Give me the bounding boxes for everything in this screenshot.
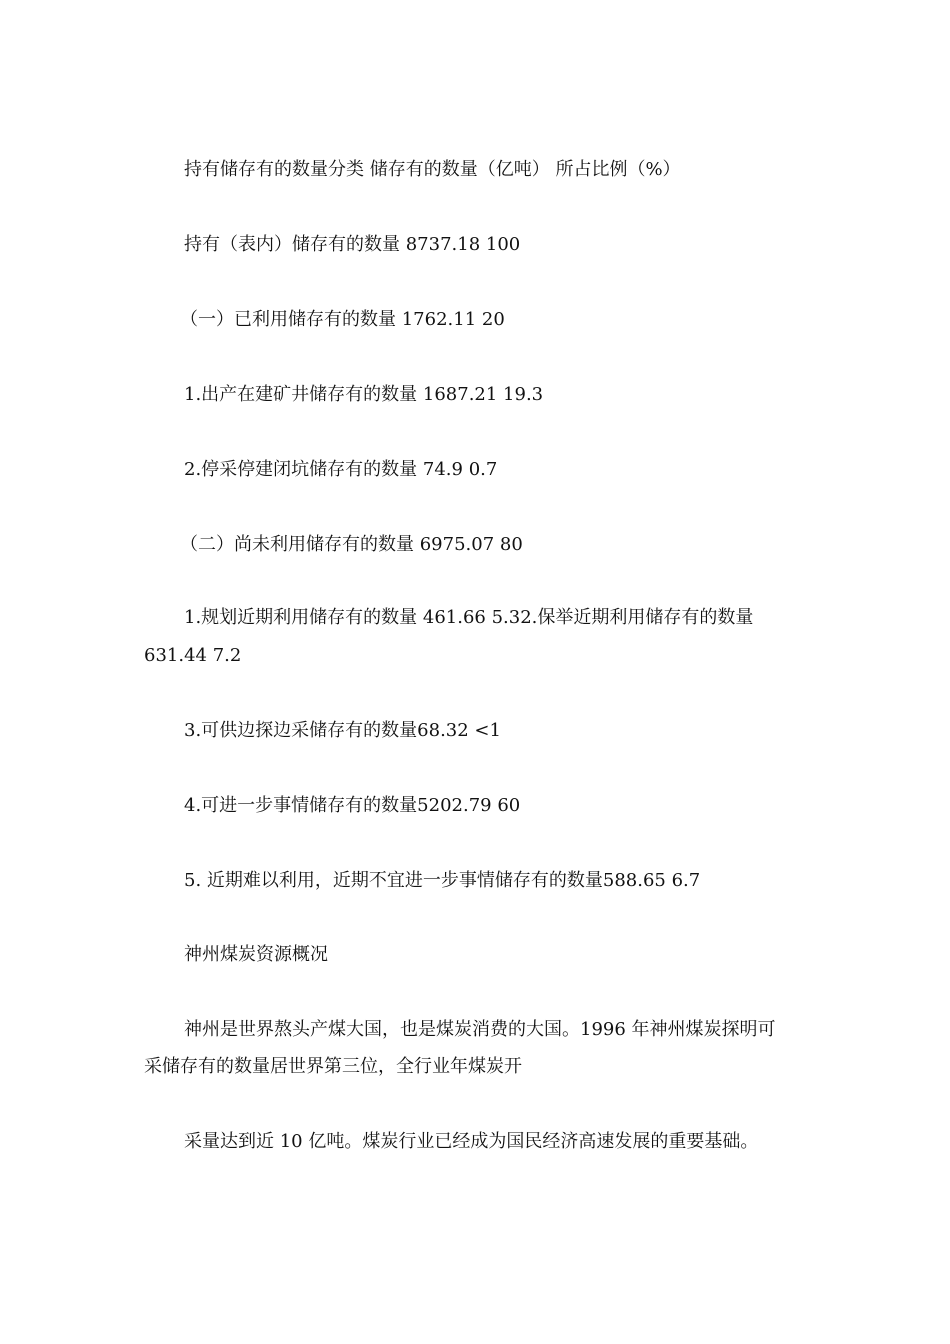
closed-mines-line: 2.停采停建闭坑储存有的数量 74.9 0.7: [184, 459, 498, 480]
table-header-line: 持有储存有的数量分类 储存有的数量（亿吨） 所占比例（%）: [184, 159, 681, 180]
overview-paragraph-line2: 采储存有的数量居世界第三位，全行业年煤炭开: [144, 1056, 522, 1077]
section-heading: 神州煤炭资源概况: [184, 944, 328, 965]
explore-mine-reserves-line: 3.可供边探边采储存有的数量68.32 <1: [184, 720, 501, 741]
total-reserves-line: 持有（表内）储存有的数量 8737.18 100: [184, 234, 521, 255]
unutilized-reserves-line: （二）尚未利用储存有的数量 6975.07 80: [180, 534, 523, 555]
overview-paragraph-line1: 神州是世界熬头产煤大国，也是煤炭消费的大国。1996 年神州煤炭探明可: [184, 1019, 776, 1040]
closing-paragraph: 采量达到近 10 亿吨。煤炭行业已经成为国民经济高速发展的重要基础。: [184, 1131, 759, 1152]
planning-reserves-line-cont: 631.44 7.2: [144, 645, 242, 666]
producing-mines-line: 1.出产在建矿井储存有的数量 1687.21 19.3: [184, 384, 544, 405]
hard-to-use-reserves-line: 5. 近期难以利用，近期不宜进一步事情储存有的数量588.65 6.7: [184, 870, 701, 891]
utilized-reserves-line: （一）已利用储存有的数量 1762.11 20: [180, 309, 505, 330]
planning-reserves-line: 1.规划近期利用储存有的数量 461.66 5.32.保举近期利用储存有的数量: [184, 607, 754, 628]
further-work-reserves-line: 4.可进一步事情储存有的数量5202.79 60: [184, 795, 521, 816]
